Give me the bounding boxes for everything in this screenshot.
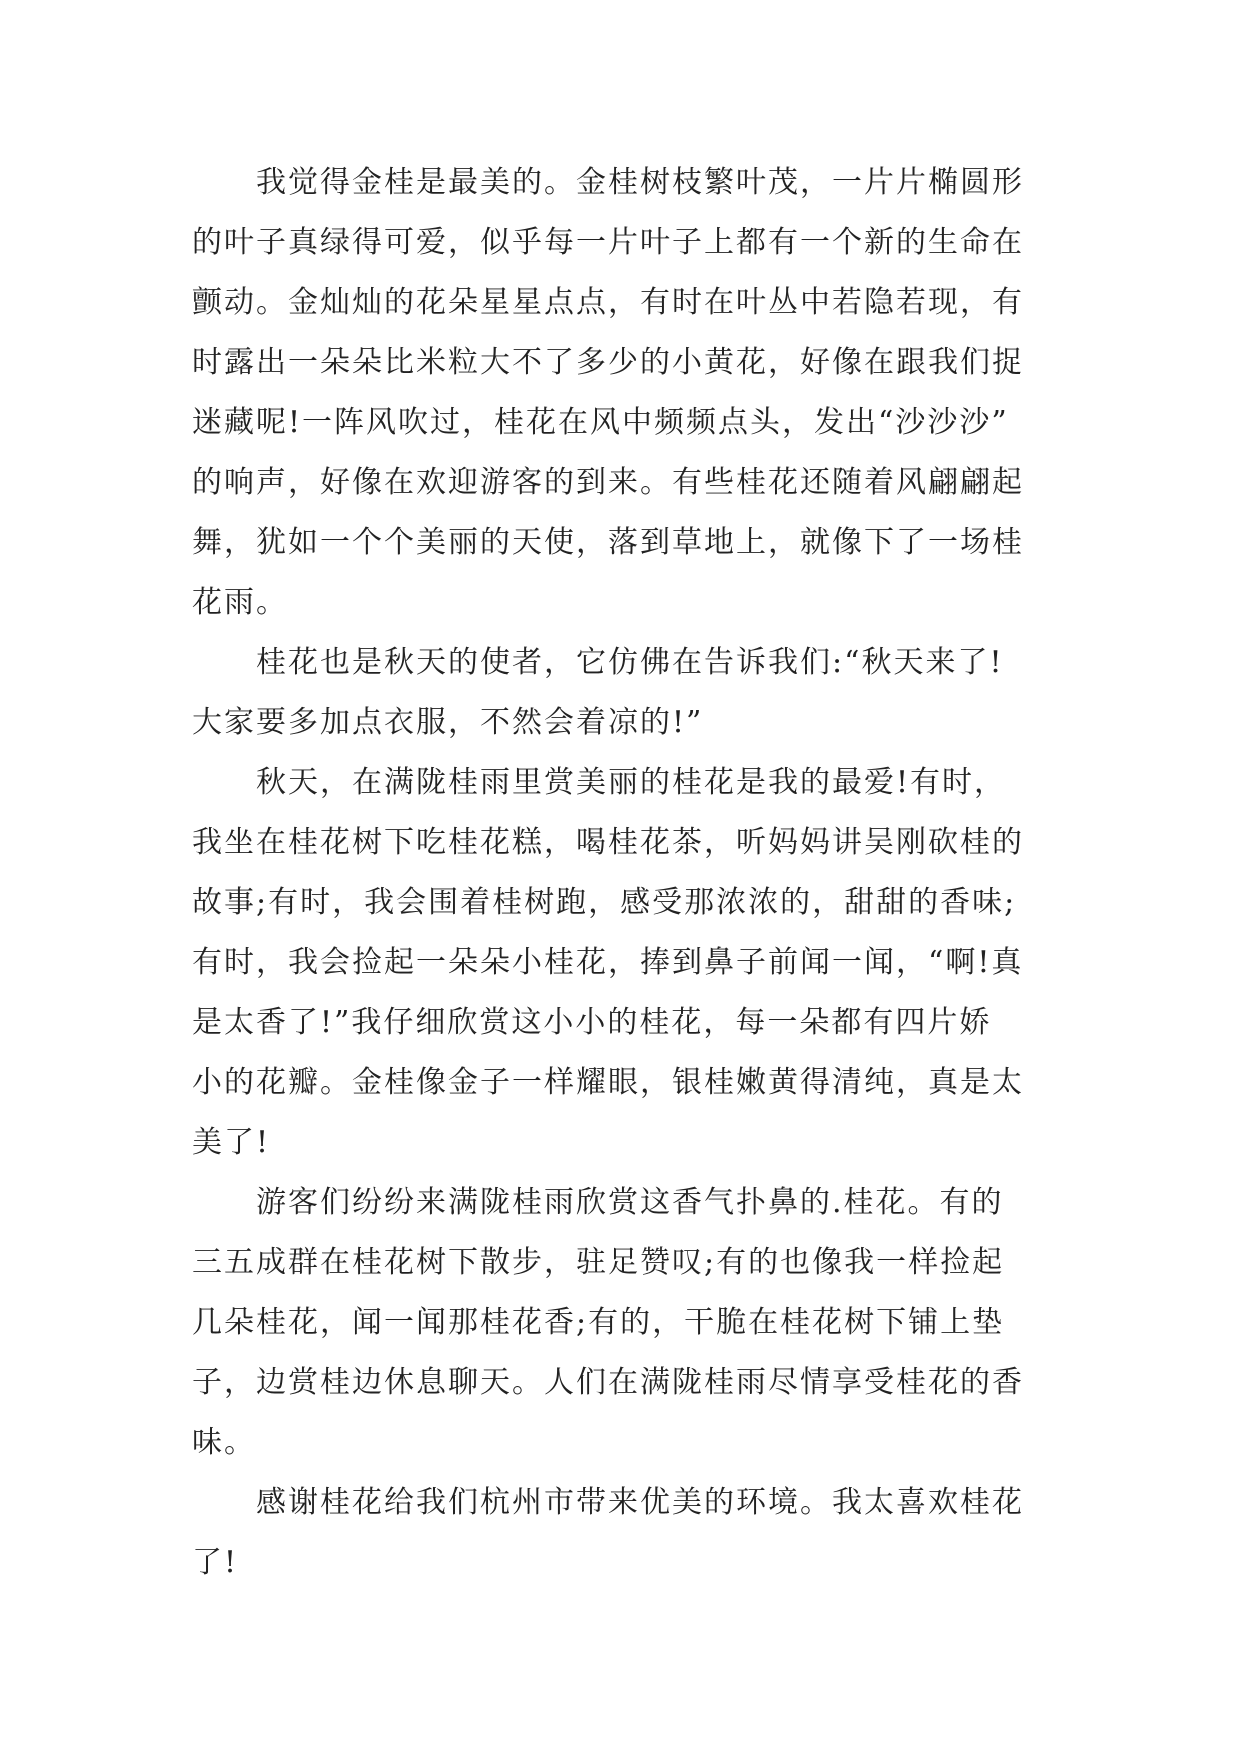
text-line: 了! <box>192 1545 239 1580</box>
text-line: 感谢桂花给我们杭州市带来优美的环境。我太喜欢桂花 <box>256 1485 1024 1520</box>
text-line: 大家要多加点衣服，不然会着凉的!” <box>192 705 704 740</box>
text-line: 颤动。金灿灿的花朵星星点点，有时在叶丛中若隐若现，有 <box>192 285 1024 320</box>
text-line: 的叶子真绿得可爱，似乎每一片叶子上都有一个新的生命在 <box>192 225 1024 260</box>
text-line: 我觉得金桂是最美的。金桂树枝繁叶茂，一片片椭圆形 <box>256 165 1024 200</box>
text-line: 秋天，在满陇桂雨里赏美丽的桂花是我的最爱!有时， <box>256 765 1007 800</box>
text-line: 味。 <box>192 1425 256 1460</box>
text-line: 迷藏呢!一阵风吹过，桂花在风中频频点头，发出“沙沙沙” <box>192 405 1009 440</box>
text-line: 的响声，好像在欢迎游客的到来。有些桂花还随着风翩翩起 <box>192 465 1024 500</box>
text-line: 子，边赏桂边休息聊天。人们在满陇桂雨尽情享受桂花的香 <box>192 1365 1024 1400</box>
paragraph-5 <box>192 1473 1052 1593</box>
text-line: 游客们纷纷来满陇桂雨欣赏这香气扑鼻的.桂花。有的 <box>256 1185 1004 1220</box>
text-line: 是太香了!”我仔细欣赏这小小的桂花，每一朵都有四片娇 <box>192 1005 992 1040</box>
text-line: 有时，我会捡起一朵朵小桂花，捧到鼻子前闻一闻，“啊!真 <box>192 945 1024 980</box>
text-line: 小的花瓣。金桂像金子一样耀眼，银桂嫩黄得清纯，真是太 <box>192 1065 1024 1100</box>
text-line: 三五成群在桂花树下散步，驻足赞叹;有的也像我一样捡起 <box>192 1245 1005 1280</box>
text-line: 故事;有时，我会围着桂树跑，感受那浓浓的，甜甜的香味; <box>192 885 1017 920</box>
text-line: 舞，犹如一个个美丽的天使，落到草地上，就像下了一场桂 <box>192 525 1024 560</box>
text-line: 美了! <box>192 1125 271 1160</box>
paragraph-4 <box>192 1173 1052 1473</box>
paragraph-2 <box>192 633 1052 753</box>
paragraph-1 <box>192 153 1052 633</box>
text-line: 我坐在桂花树下吃桂花糕，喝桂花茶，听妈妈讲吴刚砍桂的 <box>192 825 1024 860</box>
text-line: 几朵桂花，闻一闻那桂花香;有的，干脆在桂花树下铺上垫 <box>192 1305 1005 1340</box>
text-line: 时露出一朵朵比米粒大不了多少的小黄花，好像在跟我们捉 <box>192 345 1024 380</box>
document-body <box>192 153 1052 1593</box>
paragraph-3 <box>192 753 1052 1173</box>
text-line: 花雨。 <box>192 585 288 620</box>
text-line: 桂花也是秋天的使者，它仿佛在告诉我们:“秋天来了! <box>256 645 1004 680</box>
